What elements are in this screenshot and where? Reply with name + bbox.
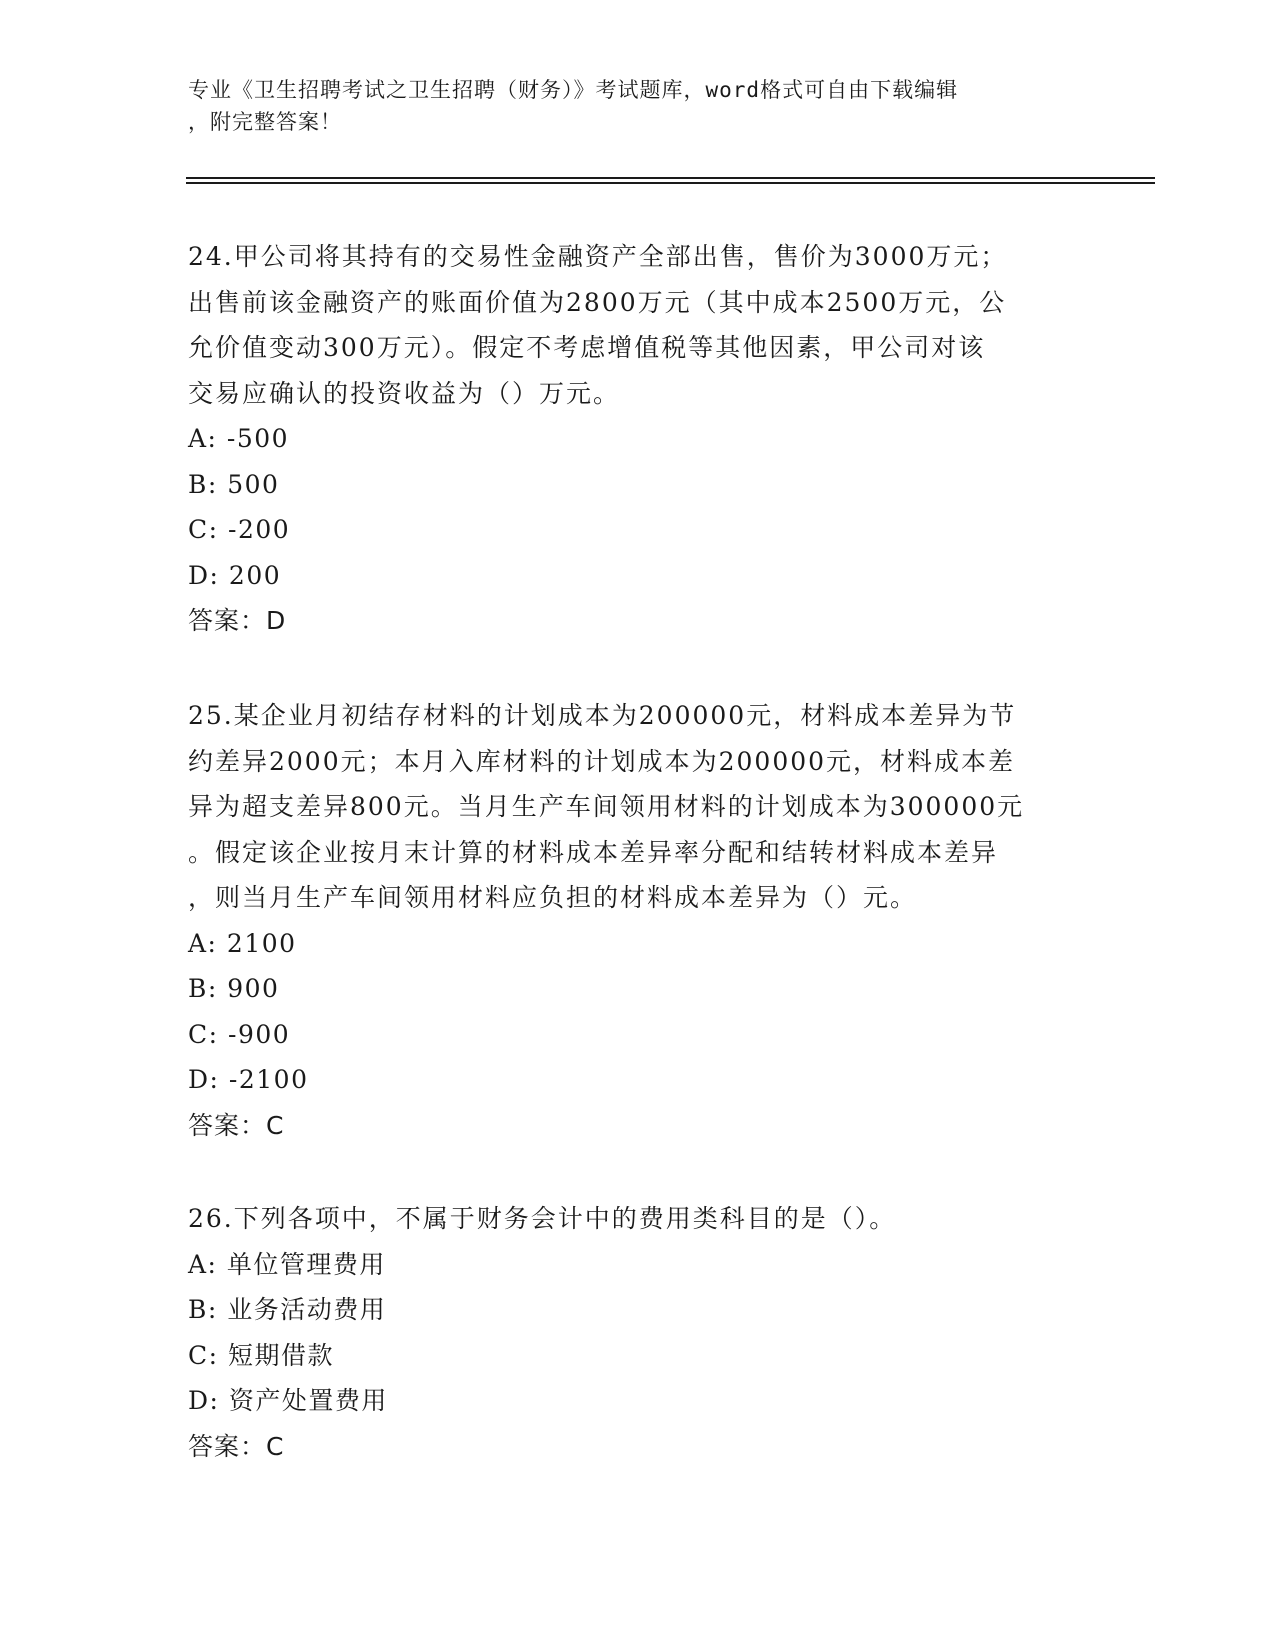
option-d: D: 资产处置费用 [188,1386,388,1415]
option-c: C: -900 [188,1019,291,1049]
question-stem-line: 约差异2000元；本月入库材料的计划成本为200000元，材料成本差 [188,746,1016,776]
question-stem-line: 交易应确认的投资收益为（）万元。 [188,378,621,408]
answer-label: 答案：D [188,606,287,635]
header-line-1: 专业《卫生招聘考试之卫生招聘（财务）》考试题库，word格式可自由下载编辑 [188,78,959,102]
option-b: B: 500 [188,469,280,499]
option-a: A: 单位管理费用 [188,1249,386,1279]
question-stem-line: 26.下列各项中，不属于财务会计中的费用类科目的是（）。 [188,1204,897,1233]
question-stem-line: ，则当月生产车间领用材料应负担的材料成本差异为（）元。 [188,883,918,912]
option-d: D: 200 [188,560,282,590]
question-stem-line: 出售前该金融资产的账面价值为2800万元（其中成本2500万元，公 [188,287,1007,317]
option-a: A: -500 [188,424,290,453]
question-stem-line: 24.甲公司将其持有的交易性金融资产全部出售，售价为3000万元； [188,242,1008,271]
header-line-2: ，附完整答案！ [188,110,342,134]
header-divider-top [186,177,1155,179]
option-c: C: 短期借款 [188,1340,334,1370]
question-26 [188,1196,1083,1469]
question-stem-line: 异为超支差异800元。当月生产车间领用材料的计划成本为300000元 [188,792,1025,821]
option-b: B: 业务活动费用 [188,1295,387,1324]
answer-label: 答案：C [188,1431,285,1461]
question-25 [188,693,1083,1148]
question-stem-line: 25.某企业月初结存材料的计划成本为200000元，材料成本差异为节 [188,701,1017,730]
option-c: C: -200 [188,515,291,544]
answer-label: 答案：C [188,1110,285,1140]
document-header [188,74,1068,138]
question-stem-line: 。假定该企业按月末计算的材料成本差异率分配和结转材料成本差异 [188,837,999,867]
header-divider-bottom [186,182,1155,184]
option-a: A: 2100 [188,928,297,958]
question-24 [188,234,1083,644]
question-stem-line: 允价值变动300万元）。假定不考虑增值税等其他因素，甲公司对该 [188,333,986,362]
option-d: D: -2100 [188,1065,309,1094]
option-b: B: 900 [188,974,280,1003]
